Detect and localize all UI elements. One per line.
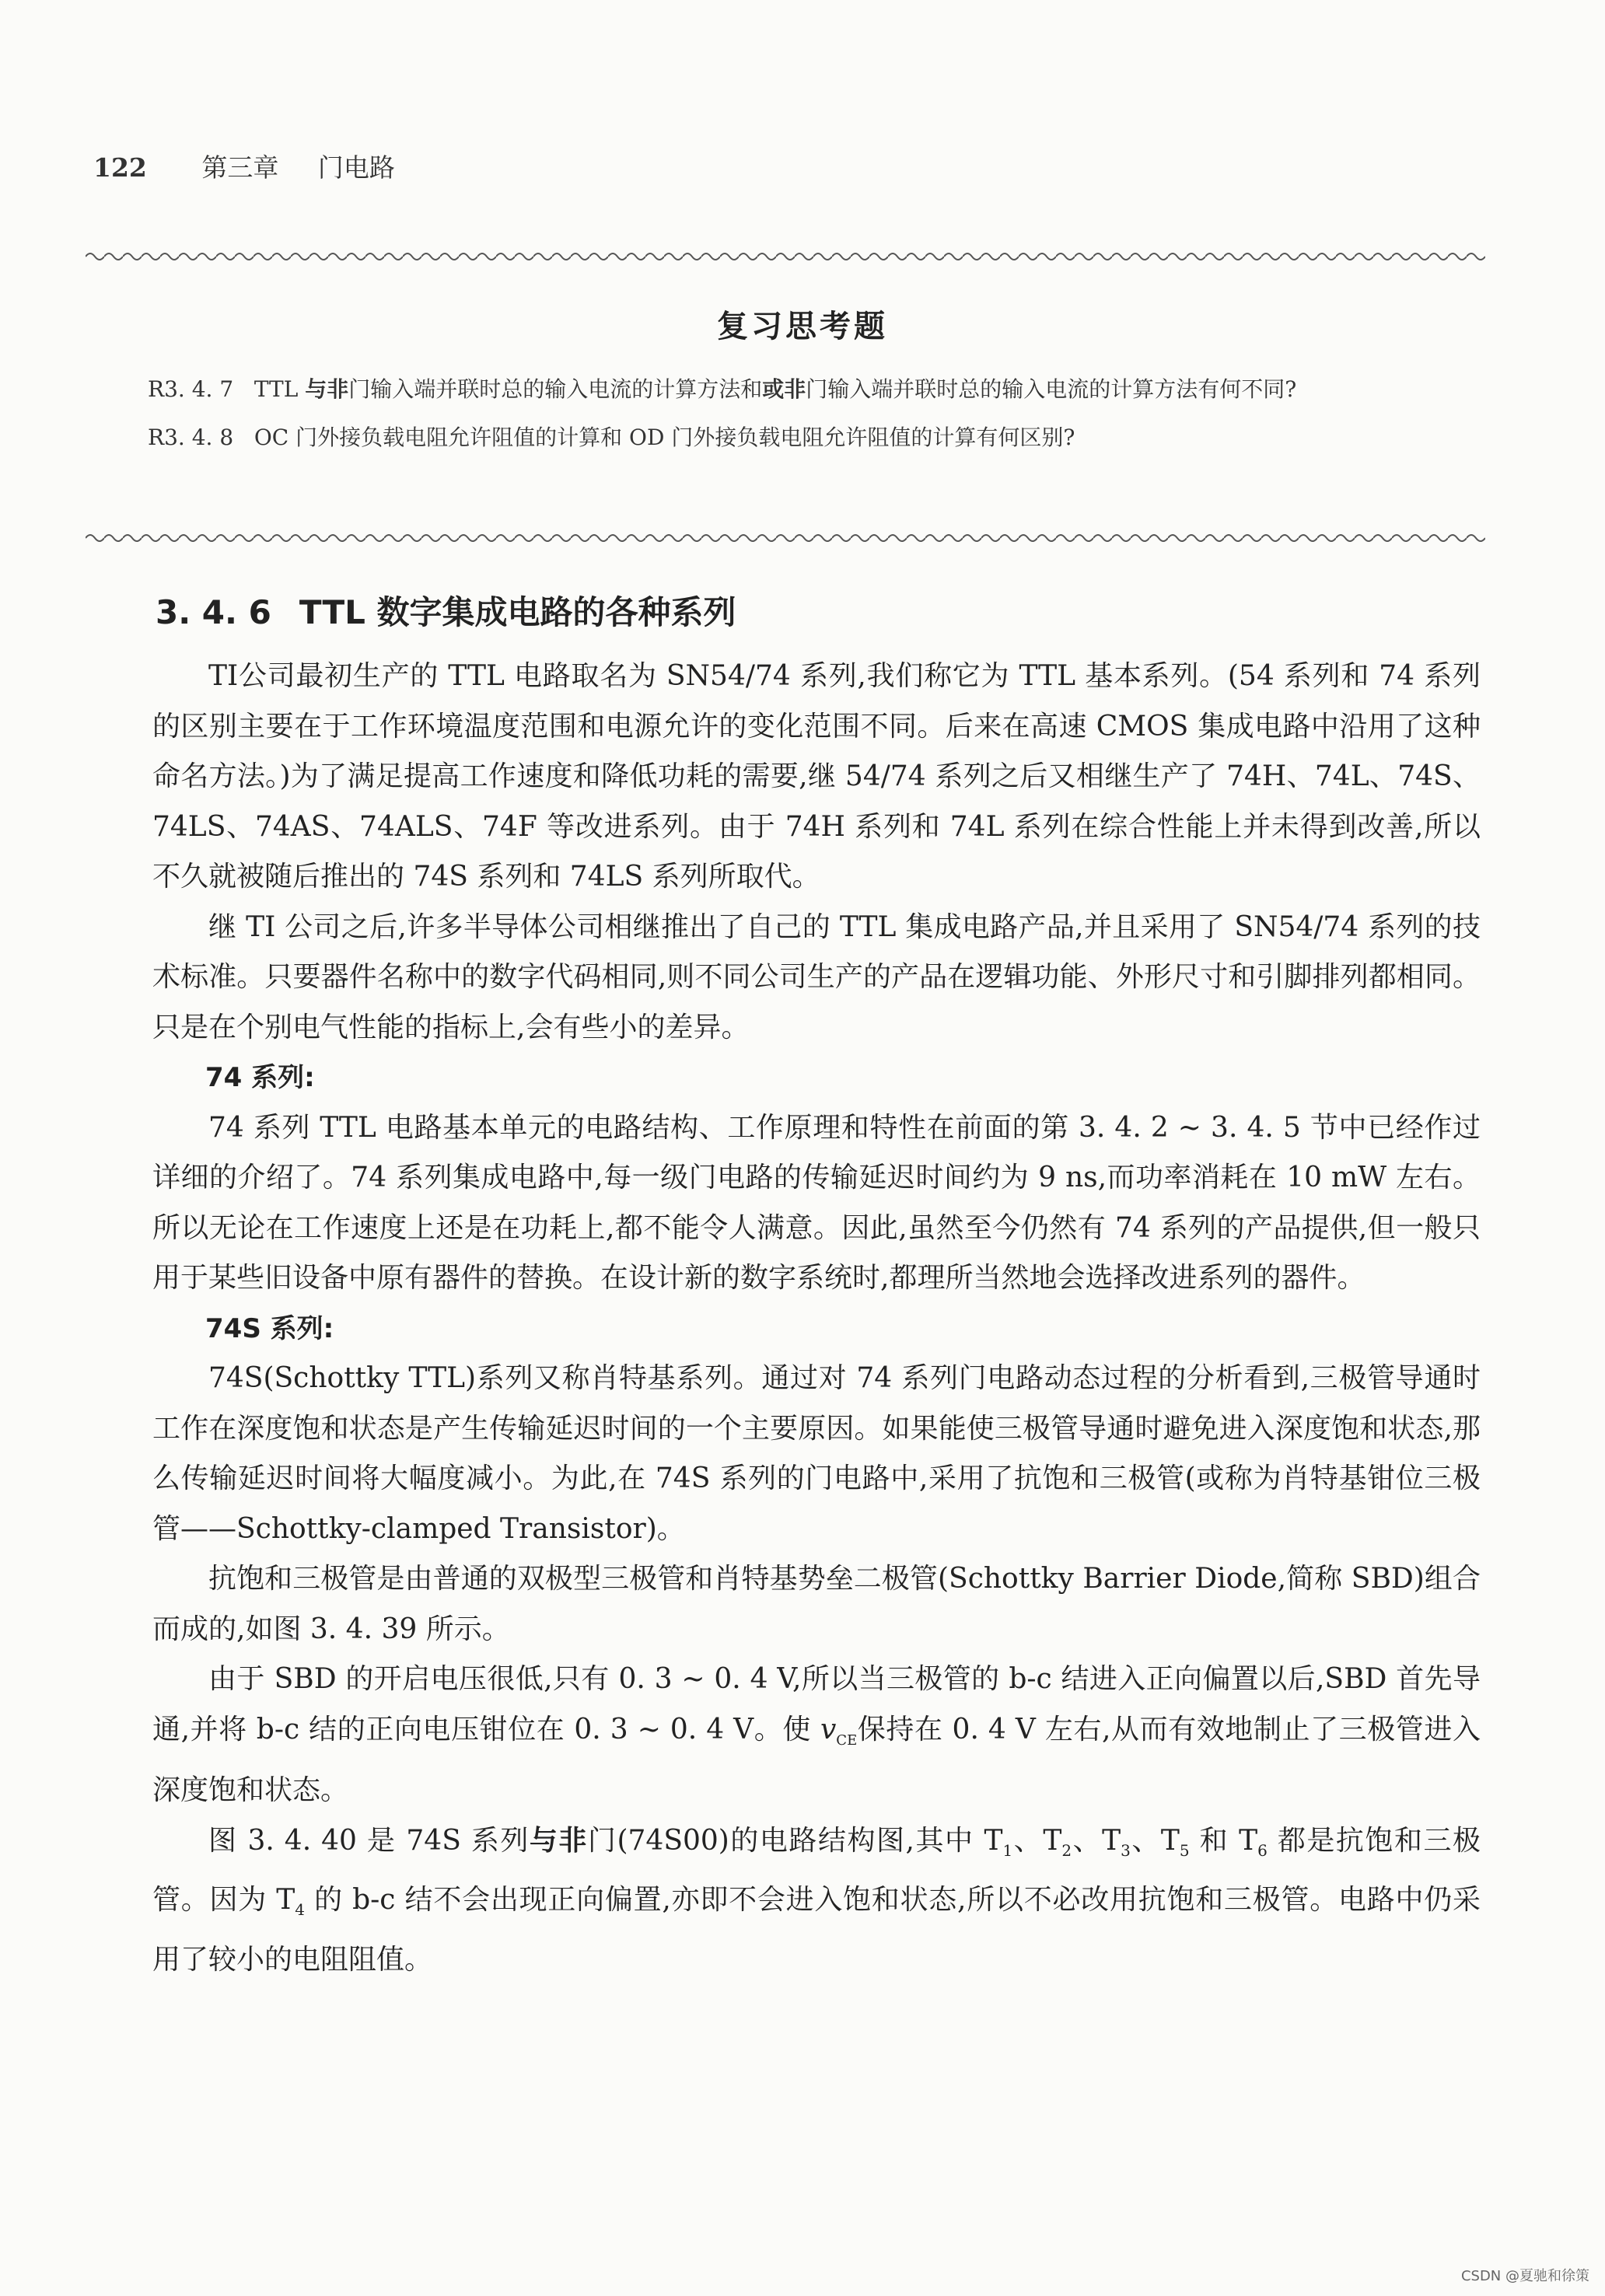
body-text: [152, 652, 1481, 1986]
review-questions: [92, 365, 1476, 462]
subheading-74: 74 系列:: [205, 1062, 315, 1093]
review-question-2: R3. 4. 8 OC 门外接负载电阻允许阻值的计算和 OD 门外接负载电阻允许阻值的计算有何区别?: [148, 425, 1075, 450]
wave-divider-bottom: [86, 529, 1485, 544]
running-header: [93, 148, 395, 184]
paragraph-6: 由于 SBD 的开启电压很低,只有 0. 3 ~ 0. 4 V,所以当三极管的 b-c 结进入正向偏置以后,SBD 首先导通,并将 b-c 结的正向电压钳位在 0. 3 ~ 0. 4 V。使 $v_{CE}$保持在 0. 4 V 左右,从而有效地制止了三极管进入深度饱和状态。: [152, 1663, 1481, 1807]
subheading-74s: 74S 系列:: [205, 1312, 334, 1344]
paragraph-7: 图 3. 4. 40 是 74S 系列与非门(74S00)的电路结构图,其中 $T_1$、$T_2$、$T_3$、$T_5$ 和 $T_6$ 都是抗饱和三极管。因为 $T_4$ 的 b-c 结不会出现正向偏置,亦即不会进入饱和状态,所以不必改用抗饱和三极管。电路中仍采用了较小的电阻阻值。: [152, 1824, 1481, 1976]
chapter-title: 门电路: [317, 152, 395, 183]
section-heading: [156, 587, 736, 634]
section-number: 3. 4. 6: [156, 593, 271, 631]
paragraph-4: 74S(Schottky TTL)系列又称肖特基系列。通过对 74 系列门电路动态过程的分析看到,三极管导通时工作在深度饱和状态是产生传输延迟时间的一个主要原因。如果能使三极管导通时避免进入深度饱和状态,那么传输延迟时间将大幅度减小。为此,在 74S 系列的门电路中,采用了抗饱和三极管(或称为肖特基钳位三极管——Schottky-clamped Transistor)。: [152, 1362, 1481, 1545]
question-id: R3. 4. 8: [148, 425, 234, 450]
paragraph-3: 74 系列 TTL 电路基本单元的电路结构、工作原理和特性在前面的第 3. 4. 2 ~ 3. 4. 5 节中已经作过详细的介绍了。74 系列集成电路中,每一级门电路的传输延迟时间约为 9 ns,而功率消耗在 10 mW 左右。所以无论在工作速度上还是在功耗上,都不能令人满意。因此,虽然至今仍然有 74 系列的产品提供,但一般只用于某些旧设备中原有器件的替换。在设计新的数字系统时,都理所当然地会选择改进系列的器件。: [152, 1111, 1481, 1294]
watermark: CSDN @夏驰和徐策: [1460, 2268, 1589, 2284]
chapter-label: 第三章: [201, 152, 279, 183]
question-id: R3. 4. 7: [148, 376, 234, 402]
page-number: 122: [93, 152, 147, 183]
wave-divider-top: [86, 247, 1485, 263]
paragraph-2: 继 TI 公司之后,许多半导体公司相继推出了自己的 TTL 集成电路产品,并且采用了 SN54/74 系列的技术标准。只要器件名称中的数字代码相同,则不同公司生产的产品在逻辑功能、外形尺寸和引脚排列都相同。只是在个别电气性能的指标上,会有些小的差异。: [152, 910, 1481, 1043]
review-title: 复习思考题: [717, 309, 888, 344]
section-title: TTL 数字集成电路的各种系列: [299, 593, 736, 631]
review-question-1: R3. 4. 7 TTL 与非门输入端并联时总的输入电流的计算方法和或非门输入端并联时总的输入电流的计算方法有何不同?: [148, 376, 1297, 402]
paragraph-5: 抗饱和三极管是由普通的双极型三极管和肖特基势垒二极管(Schottky Barrier Diode,简称 SBD)组合而成的,如图 3. 4. 39 所示。: [152, 1563, 1481, 1645]
paragraph-1: TI公司最初生产的 TTL 电路取名为 SN54/74 系列,我们称它为 TTL 基本系列。(54 系列和 74 系列的区别主要在于工作环境温度范围和电源允许的变化范围不同。后来在高速 CMOS 集成电路中沿用了这种命名方法。)为了满足提高工作速度和降低功耗的需要,继 54/74 系列之后又相继生产了 74H、74L、74S、74LS、74AS、74ALS、74F 等改进系列。由于 74H 系列和 74L 系列在综合性能上并未得到改善,所以不久就被随后推出的 74S 系列和 74LS 系列所取代。: [152, 660, 1481, 893]
